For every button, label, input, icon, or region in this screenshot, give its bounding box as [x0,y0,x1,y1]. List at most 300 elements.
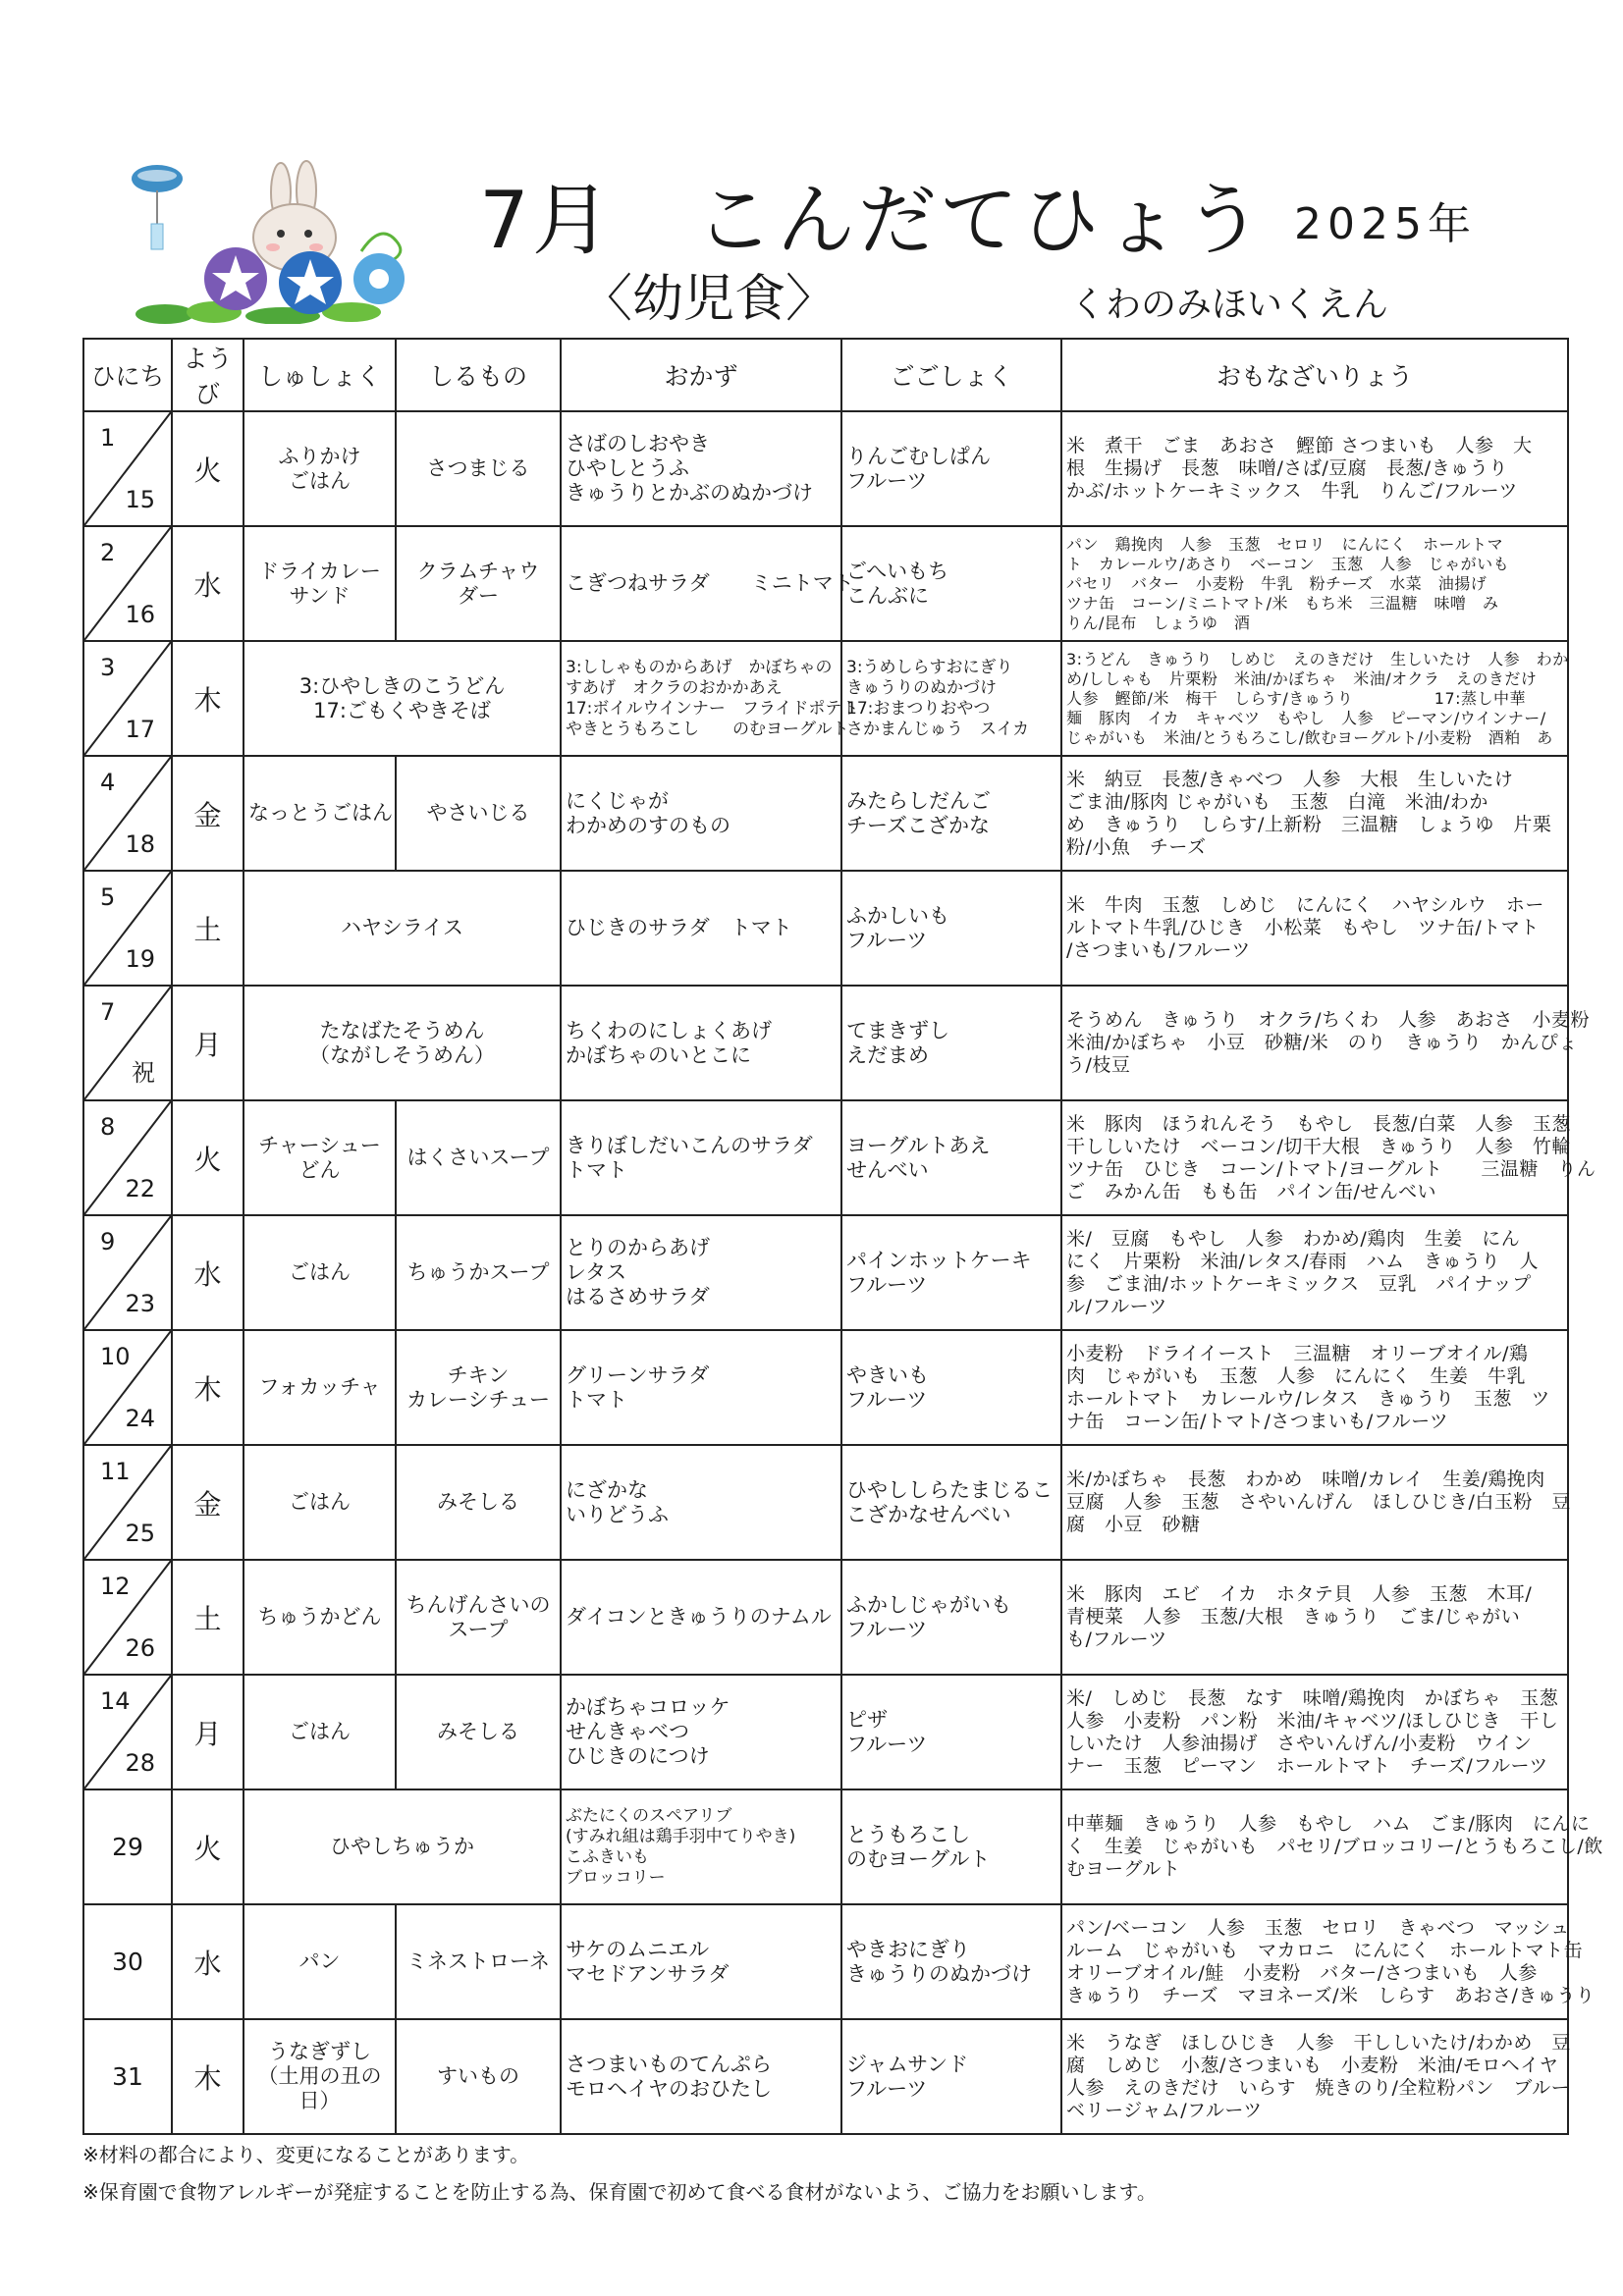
snack-cell [841,1215,1061,1330]
staple-line: ごはん [289,468,351,493]
staple-cell [243,2019,396,2134]
side-dish-line: にざかな [566,1477,648,1502]
ingredients-line: め/ししゃも 片栗粉 米油/かぼちゃ 米油/オクラ えのきだけ [1066,668,1538,688]
soup-cell [396,1675,561,1789]
combined-line: （ながしそうめん） [309,1042,495,1067]
menu-row [83,1330,1568,1445]
side-dish-line: はるさめサラダ [566,1285,710,1308]
soup-cell [396,1445,561,1560]
snack-line: フルーツ [846,468,928,493]
staple-cell [243,1215,396,1330]
ingredients-line: 米/ しめじ 長葱 なす 味噌/鶏挽肉 かぼちゃ 玉葱 [1066,1686,1559,1709]
ingredients-line: ナー 玉葱 ピーマン ホールトマト チーズ/フルーツ [1066,1754,1548,1777]
menu-row [83,1904,1568,2019]
staple-soup-combined-cell [243,641,561,756]
staple-line: ごはん [289,1720,351,1743]
ingredients-line: かぶ/ホットケーキミックス 牛乳 りんご/フルーツ [1066,480,1518,502]
soup-line: みそしる [437,1720,519,1743]
date-cell [83,2019,172,2134]
snack-cell [841,1445,1061,1560]
ingredients-line: 腐 しめじ 小葱/さつまいも 小麦粉 米油/モロヘイヤ [1066,2054,1559,2076]
side-dish-cell [561,1215,841,1330]
ingredients-line: 米 納豆 長葱/きゃべつ 人参 大根 生しいたけ [1066,768,1514,790]
col-header-staple: しゅしょく [243,339,396,411]
snack-cell [841,986,1061,1100]
ingredients-cell [1061,641,1568,756]
date-first: 4 [100,769,116,796]
soup-cell [396,1100,561,1215]
soup-line: ミネストローネ [406,1949,550,1973]
note-line: ※保育園で食物アレルギーが発症することを防止する為、保育園で初めて食べる食材がないよう、ご協力をお願いします。 [82,2180,1157,2204]
staple-line: ふりかけ [278,444,361,468]
staple-line: フォカッチャ [258,1375,381,1399]
ingredients-line: 米 牛肉 玉葱 しめじ にんにく ハヤシルウ ホー [1066,894,1544,916]
snack-cell [841,2019,1061,2134]
notes [82,2136,1157,2211]
date-cell [83,411,172,526]
side-dish-line: きりぼしだいこんのサラダ [566,1133,813,1157]
snack-line: フルーツ [846,2076,928,2101]
ingredients-line: め きゅうり しらす/上新粉 三温糖 しょうゆ 片栗 [1066,813,1552,835]
side-dish-cell [561,1330,841,1445]
ingredients-line: う/枝豆 [1066,1054,1131,1076]
staple-cell [243,1330,396,1445]
ingredients-cell [1061,871,1568,986]
ingredients-line: パセリ バター 小麦粉 牛乳 粉チーズ 水菜 油揚げ [1066,573,1488,593]
date-first: 2 [100,539,116,566]
snack-cell [841,1675,1061,1789]
snack-line: チーズこざかな [846,813,990,837]
ingredients-line: むヨーグルト [1066,1858,1181,1880]
snack-line: ピザ [846,1707,888,1732]
date-number: 29 [112,1833,143,1861]
snack-line: ヨーグルトあえ [846,1133,991,1157]
date-cell [83,1560,172,1675]
soup-cell [396,1215,561,1330]
ingredients-line: にく 片栗粉 米油/レタス/春雨 ハム きゅうり 人 [1066,1250,1540,1272]
date-first: 11 [100,1458,131,1485]
snack-line: フルーツ [846,1387,928,1412]
ingredients-cell [1061,756,1568,871]
col-header-snack: ごごしょく [841,339,1061,411]
weekday-cell: 火 [172,1100,243,1215]
snack-line: フルーツ [846,1272,928,1297]
side-dish-line: ひじきのにつけ [566,1744,710,1768]
staple-line: ごはん [289,1260,351,1284]
snack-line: ふかしいも [846,903,949,928]
weekday-cell: 水 [172,1904,243,2019]
snack-line: やきいも [846,1362,929,1387]
ingredients-line: ルトマト牛乳/ひじき 小松菜 もやし ツナ缶/トマト [1066,917,1540,938]
soup-cell [396,411,561,526]
school-name: くわのみほいくえん [1070,285,1389,325]
date-second: 18 [125,830,155,858]
date-first: 8 [100,1113,116,1141]
ingredients-line: そうめん きゅうり オクラ/ちくわ 人参 あおさ 小麦粉 [1066,1009,1591,1031]
ingredients-line: ご みかん缶 もも缶 パイン缶/せんべい [1066,1180,1437,1202]
ingredients-line: ツナ缶 ひじき コーン/トマト/ヨーグルト 三温糖 りん [1066,1157,1596,1180]
ingredients-line: 米/かぼちゃ 長葱 わかめ 味噌/カレイ 生姜/鶏挽肉 [1066,1468,1545,1490]
combined-line: ハヤシライス [341,916,463,939]
menu-row [83,411,1568,526]
side-dish-line: レタス [566,1260,627,1284]
date-second: 28 [125,1749,155,1777]
date-second: 祝 [132,1059,155,1087]
soup-line: さつまじる [426,456,530,480]
ingredients-line: ル/フルーツ [1066,1295,1167,1317]
menu-row [83,641,1568,756]
side-dish-cell [561,756,841,871]
side-dish-line: こふきいも [566,1846,649,1867]
staple-cell [243,1675,396,1789]
ingredients-line: 干ししいたけ ベーコン/切干大根 きゅうり 人参 竹輪 [1066,1135,1571,1157]
date-second: 17 [125,716,155,743]
staple-line: （土用の丑の [257,2064,382,2088]
ingredients-cell [1061,1789,1603,1904]
col-header-soup: しるもの [396,339,561,411]
ingredients-line: 人参 えのきだけ いらす 焼きのり/全粒粉パン ブルー [1066,2076,1571,2099]
date-second: 22 [125,1175,155,1202]
snack-cell [841,641,1061,756]
snack-line: りんごむしぱん [846,444,991,468]
snack-line: とうもろこし [846,1822,970,1846]
side-dish-cell [561,526,854,641]
side-dish-line: 17:ボイルウインナー フライドポテト [566,698,859,719]
side-dish-line: 3:ししゃものからあげ かぼちゃの [566,657,833,677]
staple-line: ごはん [289,1490,351,1514]
snack-line: ふかしじゃがいも [846,1592,1011,1617]
snack-cell [841,411,1061,526]
snack-line: きゅうりのぬかづけ [846,1961,1032,1986]
side-dish-cell [561,641,859,756]
side-dish-line: かぼちゃのいとこに [566,1042,751,1067]
snack-line: ごへいもち [846,559,949,583]
weekday-cell: 水 [172,526,243,641]
staple-line: パン [298,1949,341,1973]
soup-cell [396,1330,561,1445]
ingredients-line: りん/昆布 しょうゆ 酒 [1066,613,1251,632]
header-row [83,339,1568,411]
snack-line: みたらしだんご [846,788,991,813]
date-number: 31 [112,2062,143,2091]
date-second: 16 [125,601,155,628]
ingredients-line: 米/ 豆腐 もやし 人参 わかめ/鶏肉 生姜 にん [1066,1227,1521,1250]
snack-line: こんぶに [846,583,929,608]
date-cell [83,526,172,641]
menu-row [83,2019,1568,2134]
snack-line: さかまんじゅう スイカ [846,719,1030,739]
staple-cell [243,756,396,871]
side-dish-line: ちくわのにしょくあげ [566,1018,772,1042]
snack-line: 17:おまつりおやつ [846,698,991,719]
ingredients-line: 米油/かぼちゃ 小豆 砂糖/米 のり きゅうり かんぴょ [1066,1032,1578,1053]
soup-line: スープ [448,1617,509,1641]
ingredients-line: 米 豚肉 ほうれんそう もやし 長葱/白菜 人参 玉葱 [1066,1112,1571,1135]
snack-line: ひやししらたまじるこ [846,1477,1053,1502]
ingredients-cell [1061,2019,1571,2134]
snack-line: きゅうりのぬかづけ [846,677,997,698]
ingredients-line: ルーム じゃがいも マカロニ にんにく ホールトマト缶 [1066,1939,1584,1961]
ingredients-line: /さつまいも/フルーツ [1066,939,1251,961]
side-dish-cell [561,1904,841,2019]
date-cell [83,986,172,1100]
side-dish-cell [561,1675,841,1789]
staple-line: どん [298,1157,341,1182]
snack-cell [841,1560,1061,1675]
staple-soup-combined-cell [243,1789,561,1904]
weekday-cell: 土 [172,1560,243,1675]
date-second: 24 [125,1405,155,1432]
date-divider-slash [84,987,171,1099]
weekday-cell: 火 [172,411,243,526]
side-dish-cell [561,871,841,986]
staple-cell [243,1904,396,2019]
date-cell [83,1100,172,1215]
side-dish-cell [561,411,841,526]
side-dish-line: にくじゃが [566,788,669,813]
side-dish-line: トマト [566,1157,627,1182]
staple-cell [243,1445,396,1560]
ingredients-line: オリーブオイル/鮭 小麦粉 バター/さつまいも 人参 [1066,1961,1538,1984]
ingredients-line: ナ缶 コーン缶/トマト/さつまいも/フルーツ [1066,1410,1449,1432]
ingredients-cell [1061,526,1568,641]
ingredients-cell [1061,411,1568,526]
weekday-cell: 火 [172,1789,243,1904]
weekday-cell: 金 [172,756,243,871]
date-first: 10 [100,1343,131,1370]
date-second: 19 [125,945,155,973]
date-first: 14 [100,1687,131,1715]
soup-line: クラムチャウ [416,559,540,583]
staple-soup-combined-cell [243,986,561,1100]
date-cell [83,1215,172,1330]
soup-line: チキン [447,1362,510,1387]
menu-row [83,1675,1568,1789]
snack-cell [841,1100,1061,1215]
side-dish-cell [561,1789,841,1904]
side-dish-cell [561,2019,841,2134]
ingredients-line: きゅうり チーズ マヨネーズ/米 しらす あおさ/きゅうり [1066,1984,1596,2006]
soup-line: すいもの [437,2064,519,2088]
soup-cell [396,2019,561,2134]
ingredients-line: も/フルーツ [1066,1629,1167,1650]
side-dish-line: とりのからあげ [566,1236,710,1259]
menu-row [83,871,1568,986]
date-cell [83,1904,172,2019]
ingredients-line: 豆腐 人参 玉葱 さやいんげん ほしひじき/白玉粉 豆 [1066,1491,1571,1513]
side-dish-line: (すみれ組は鶏手羽中てりやき) [566,1826,796,1846]
ingredients-line: 参 ごま油/ホットケーキミックス 豆乳 パイナップ [1066,1272,1532,1295]
side-dish-line: わかめのすのもの [566,813,730,837]
soup-cell [396,526,561,641]
date-cell [83,756,172,871]
staple-soup-combined-cell [243,871,561,986]
ingredients-line: 人参 小麦粉 パン粉 米油/キャベツ/ほしひじき 干し [1066,1709,1559,1732]
ingredients-line: ごま油/豚肉 じゃがいも 玉葱 白滝 米油/わか [1066,790,1488,813]
weekday-cell: 土 [172,871,243,986]
weekday-cell: 水 [172,1215,243,1330]
col-header-ingredients: おもなざいりょう [1061,339,1568,411]
date-cell [83,1789,172,1904]
ingredients-line: 中華麺 きゅうり 人参 もやし ハム ごま/豚肉 にんに [1066,1813,1591,1835]
staple-cell [243,411,396,526]
side-dish-line: マセドアンサラダ [566,1961,730,1986]
combined-line: ひやしちゅうか [330,1835,474,1858]
soup-line: はくさいスープ [406,1146,550,1169]
weekday-cell: 木 [172,641,243,756]
staple-line: ドライカレー [258,559,381,583]
ingredients-cell [1061,1560,1568,1675]
date-second: 25 [125,1520,155,1547]
snack-line: こざかなせんべい [846,1502,1011,1526]
date-cell [83,1330,172,1445]
ingredients-line: ホールトマト カレールウ/レタス きゅうり 玉葱 ツ [1066,1387,1550,1410]
menu-row [83,526,1568,641]
snack-line: やきおにぎり [846,1937,970,1961]
date-cell [83,1675,172,1789]
staple-line: サンド [289,583,351,608]
side-dish-line: せんきゃべつ [566,1720,689,1743]
side-dish-line: いりどうふ [566,1502,669,1526]
date-cell [83,1445,172,1560]
side-dish-line: きゅうりとかぶのぬかづけ [566,481,813,505]
side-dish-line: モロヘイヤのおひたし [566,2076,772,2101]
page-title: 7月 こんだてひょう [479,175,1266,266]
rabbit-morning-glory-illustration [126,157,440,324]
snack-cell [841,871,1061,986]
menu-body [83,411,1603,2134]
snack-line: フルーツ [846,1732,928,1756]
staple-cell [243,1100,396,1215]
combined-line: たなばたそうめん [319,1018,485,1042]
note-line: ※材料の都合により、変更になることがあります。 [82,2143,530,2166]
staple-line: 日） [298,2089,341,2112]
snack-line: のむヨーグルト [846,1846,991,1871]
ingredients-line: ベリージャム/フルーツ [1066,2099,1263,2121]
soup-cell [396,1904,561,2019]
snack-line: ジャムサンド [846,2052,969,2076]
ingredients-line: 青梗菜 人参 玉葱/大根 きゅうり ごま/じゃがい [1066,1606,1521,1628]
weekday-cell: 月 [172,1675,243,1789]
ingredients-line: ツナ缶 コーン/ミニトマト/米 もち米 三温糖 味噌 み [1066,593,1499,613]
side-dish-line: ブロッコリー [566,1867,666,1888]
year-label: 2025年 [1294,199,1477,249]
staple-cell [243,526,396,641]
col-header-weekday: ようび [172,339,243,411]
date-first: 1 [100,424,116,452]
snack-line: てまきずし [846,1018,949,1042]
snack-line: フルーツ [846,1617,928,1641]
side-dish-cell [561,1100,841,1215]
date-first: 3 [100,654,116,681]
ingredients-cell [1061,1100,1596,1215]
soup-line: ちゅうかスープ [406,1260,550,1284]
ingredients-line: 米 うなぎ ほしひじき 人参 干ししいたけ/わかめ 豆 [1066,2031,1571,2054]
ingredients-line: 人参 鰹節/米 梅干 しらす/きゅうり 17:蒸し中華 [1066,688,1527,708]
col-header-date: ひにち [83,339,172,411]
side-dish-line: ひじきのサラダ トマト [566,916,792,939]
ingredients-line: パン/ベーコン 人参 玉葱 セロリ きゃべつ マッシュ [1066,1916,1570,1939]
date-first: 12 [100,1573,131,1600]
snack-line: 3:うめしらすおにぎり [846,657,1013,677]
ingredients-line: 腐 小豆 砂糖 [1066,1514,1201,1535]
side-dish-line: サケのムニエル [566,1937,710,1961]
combined-line: 17:ごもくやきそば [313,698,491,722]
soup-cell [396,756,561,871]
soup-line: カレーシチュー [406,1387,550,1412]
menu-row [83,986,1568,1100]
snack-cell [841,1789,1061,1904]
date-first: 5 [100,883,116,911]
staple-line: ちゅうかどん [257,1605,382,1629]
date-second: 15 [125,486,155,513]
ingredients-cell [1061,986,1591,1100]
side-dish-line: さばのしおやき [566,432,710,455]
soup-line: みそしる [437,1490,519,1514]
ingredients-line: じゃがいも 米油/とうもろこし/飲むヨーグルト/小麦粉 酒粕 あ [1066,727,1553,747]
snack-line: フルーツ [846,928,928,952]
menu-row [83,1445,1568,1560]
snack-cell [841,1330,1061,1445]
side-dish-cell [561,1445,841,1560]
ingredients-line: 麺 豚肉 イカ キャベツ もやし 人参 ピーマン/ウインナー/ [1066,708,1546,727]
date-first: 7 [100,998,116,1026]
col-header-side-dish: おかず [561,339,841,411]
weekday-cell: 木 [172,2019,243,2134]
weekday-cell: 金 [172,1445,243,1560]
ingredients-cell [1061,1215,1568,1330]
weekday-cell: 木 [172,1330,243,1445]
side-dish-line: グリーンサラダ [566,1362,710,1387]
menu-table [82,338,1603,2135]
snack-line: パインホットケーキ [846,1248,1032,1272]
side-dish-line: ひやしとうふ [566,456,689,480]
side-dish-line: すあげ オクラのおかかあえ [566,677,783,698]
side-dish-line: やきとうもろこし のむヨーグルト [566,719,849,739]
snack-cell [841,1904,1061,2019]
staple-line: なっとうごはん [248,801,393,825]
ingredients-line: 根 生揚げ 長葱 味噌/さば/豆腐 長葱/きゅうり [1066,457,1508,479]
ingredients-line: ト カレールウ/あさり ベーコン 玉葱 人参 じゃがいも [1066,554,1510,573]
ingredients-line: く 生姜 じゃがいも パセリ/ブロッコリー/とうもろこし/飲 [1066,1836,1603,1857]
date-cell [83,871,172,986]
date-cell [83,641,172,756]
date-second: 26 [125,1634,155,1662]
side-dish-line: ぶたにくのスペアリブ [566,1805,732,1826]
ingredients-line: 3:うどん きゅうり しめじ えのきだけ 生しいたけ 人参 わか [1066,649,1569,668]
soup-line: やさいじる [426,801,530,825]
ingredients-cell [1061,1445,1571,1560]
side-dish-line: さつまいものてんぷら [566,2052,772,2076]
menu-row [83,1100,1568,1215]
side-dish-line: ダイコンときゅうりのナムル [566,1605,832,1629]
ingredients-line: 小麦粉 ドライイースト 三温糖 オリーブオイル/鶏 [1066,1342,1529,1364]
soup-line: ダー [458,583,499,608]
side-dish-cell [561,986,841,1100]
snack-line: せんべい [846,1157,929,1182]
soup-cell [396,1560,561,1675]
ingredients-line: 粉/小魚 チーズ [1066,835,1207,858]
date-second: 23 [125,1290,155,1317]
ingredients-line: 米 煮干 ごま あおさ 鰹節 さつまいも 人参 大 [1066,435,1533,456]
combined-line: 3:ひやしきのこうどん [298,673,506,698]
snack-cell [841,756,1061,871]
ingredients-line: しいたけ 人参油揚げ さやいんげん/小麦粉 ウイン [1066,1732,1533,1754]
ingredients-cell [1061,1675,1568,1789]
date-first: 9 [100,1228,116,1255]
staple-line: うなぎずし [268,2040,371,2063]
ingredients-cell [1061,1330,1568,1445]
